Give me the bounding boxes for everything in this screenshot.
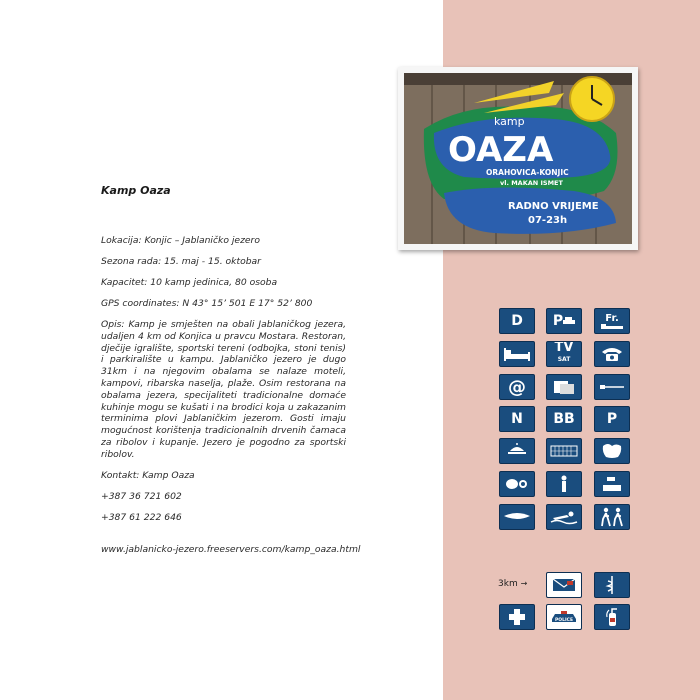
laundry-icon (546, 374, 582, 400)
electric-plug-icon (594, 374, 630, 400)
fridge-icon (594, 308, 630, 334)
camp-info (101, 184, 361, 565)
sign-kamp-text: kamp (494, 115, 525, 128)
boat-icon (499, 504, 535, 530)
distance-value: 3km (498, 579, 518, 589)
bb-icon (546, 406, 582, 432)
car-icon (563, 317, 575, 325)
capacity-line: Kapacitet: 10 kamp jedinica, 80 osoba (101, 277, 278, 288)
email-icon (499, 374, 535, 400)
gps-line: GPS coordinates: N 43° 15’ 501 E 17° 52’ 800 (101, 298, 313, 309)
sign-hours-label: RADNO VRIJEME (508, 201, 599, 212)
n-icon (499, 406, 535, 432)
location-line: Lokacija: Konjic – Jablaničko jezero (101, 235, 260, 246)
hiking-icon (594, 504, 630, 530)
fire-extinguisher-icon (594, 604, 630, 630)
sign-owner-text: vl. MAKAN ISMET (500, 179, 563, 187)
fridge-icon-label: Fr. (605, 312, 619, 324)
tv-sat-icon (546, 341, 582, 367)
map-icon (594, 438, 630, 464)
d-icon (499, 308, 535, 334)
telephone-icon (594, 341, 630, 367)
bb-icon-label: BB (553, 411, 575, 427)
description-paragraph: Opis: Kamp je smješten na obali Jablaničkog jezera, udaljen 4 km od Konjica u pravcu Mostara. Restoran, dječije igralište, sportski tereni (odbojka, stoni tenis) i parkiralište u kampu. Jablaničko jezero je dugo 31km i na njegovim obalama se nalaze moteli, kampovi, ribarska naselja, plaže. Osim restorana na obalama jezera, specijaliteti tradicionalne domaće kuhinje mogu se kušati i na brodici koja u zakazanim terminima plovi Jablaničkim jezerom. Gosti imaju mogućnost korištenja tradicionalnih drvenih čamaca za ribolov i kupanje. Jezero je pogodno za sportski ribolov. (101, 319, 346, 460)
email-icon-label: @ (508, 376, 526, 398)
n-icon-label: N (511, 411, 523, 427)
d-icon-label: D (511, 313, 523, 329)
parking-icon (546, 308, 582, 334)
distance-label (498, 579, 527, 589)
contact-line: Kontakt: Kamp Oaza (101, 469, 195, 481)
website-link[interactable]: www.jablanicko-jezero.freeservers.com/kamp_oaza.html (101, 543, 361, 555)
season-line: Sezona rada: 15. maj - 15. oktobar (101, 256, 261, 267)
bedroom-icon (499, 341, 535, 367)
police-text: POLICE (555, 618, 574, 623)
first-aid-icon (499, 604, 535, 630)
arrow-right-icon: → (520, 579, 528, 588)
sign-location-text: ORAHOVICA-KONJIC (486, 168, 569, 177)
camp-title: Kamp Oaza (101, 184, 171, 197)
parking-p-icon (594, 406, 630, 432)
parking-p-icon-label: P (606, 411, 618, 427)
shower-icon (594, 471, 630, 497)
restaurant-icon (499, 438, 535, 464)
table-tennis-icon (499, 471, 535, 497)
phone-2: +387 61 222 646 (101, 511, 182, 523)
mail-icon (546, 572, 582, 598)
phone-1: +387 36 721 602 (101, 490, 182, 502)
swimming-icon (546, 504, 582, 530)
tennis-net-icon (546, 438, 582, 464)
person-icon (546, 471, 582, 497)
pharmacy-icon (594, 572, 630, 598)
sign-oaza-text: OAZA (448, 130, 554, 170)
camp-sign-photo (398, 67, 638, 250)
tv-label: TV (554, 341, 574, 355)
sat-label: SAT (557, 356, 571, 363)
police-icon (546, 604, 582, 630)
bed-icon (601, 324, 623, 330)
sign-hours-text: 07-23h (528, 215, 568, 226)
parking-icon-label: P (552, 313, 564, 329)
